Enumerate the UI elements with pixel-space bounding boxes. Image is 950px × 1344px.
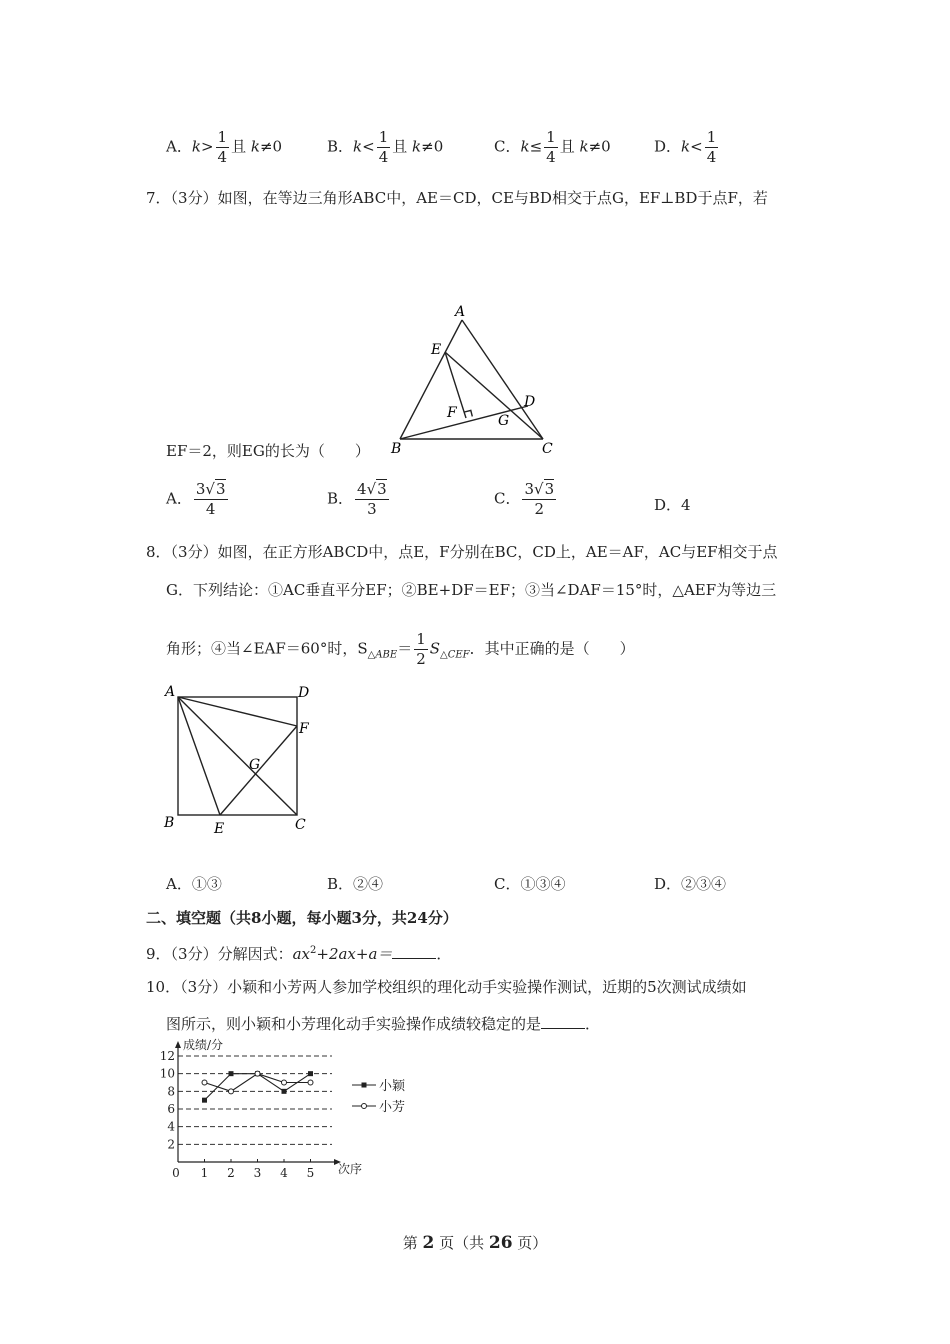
equals: ＝ [397, 639, 413, 658]
relation: ≠0 [421, 137, 444, 156]
option-value: ①③④ [520, 875, 566, 893]
q8-option-c [494, 873, 566, 894]
option-label: B． [327, 137, 354, 156]
q6-option-c [494, 130, 611, 165]
var-k: k [579, 137, 589, 156]
label-a: A [455, 304, 466, 320]
q8-option-a [166, 873, 222, 894]
denominator: 3 [367, 500, 377, 518]
section-title: 二、填空题（共8小题，每小题3分，共24分） [146, 909, 458, 927]
option-value: ②④ [353, 875, 384, 893]
series-line-1 [205, 1074, 311, 1101]
q10-line1: 10．（3分）小颖和小芳两人参加学校组织的理化动手实验操作测试，近期的5次测试成绩如 [146, 978, 747, 996]
y-tick-label: 10 [160, 1066, 175, 1081]
fraction [705, 130, 719, 165]
numerator: 1 [416, 630, 426, 648]
x-tick-label: 1 [200, 1166, 209, 1180]
label-b: B [164, 815, 175, 831]
option-value: 4 [681, 496, 691, 514]
q7-option-b [327, 482, 391, 517]
var-k: k [353, 137, 363, 156]
x-tick-label: 2 [227, 1166, 235, 1180]
point-square [229, 1071, 234, 1076]
footer-text: 页） [512, 1234, 548, 1252]
x-tick-label: 0 [172, 1166, 180, 1180]
denominator: 2 [416, 650, 426, 668]
denominator: 4 [205, 500, 216, 518]
subscript: △CEF [440, 649, 470, 661]
numerator: 3√3 [524, 480, 555, 498]
label-b: B [391, 441, 402, 457]
conjunction: 且 [231, 137, 251, 156]
point-square [202, 1098, 207, 1103]
chart-grid [178, 1056, 332, 1144]
page-footer [0, 1232, 950, 1253]
score-line-chart [160, 1038, 420, 1183]
q8-option-b [327, 873, 383, 894]
q8-square-figure [160, 680, 320, 840]
numerator: 3√3 [195, 480, 226, 498]
numerator: 1 [546, 128, 556, 146]
y-tick-label: 4 [167, 1119, 175, 1134]
y-axis-label: 成绩/分 [183, 1038, 224, 1052]
period: ． [585, 1015, 601, 1033]
relation: > [200, 137, 214, 156]
legend-label: 小芳 [379, 1100, 406, 1115]
fraction [522, 482, 556, 517]
expr: +2ax+a＝ [316, 945, 393, 963]
side-ab [400, 320, 462, 439]
numerator: 1 [706, 128, 717, 146]
footer-text: 页（共 [434, 1234, 489, 1252]
option-label: A． [166, 489, 192, 508]
option-value: ②③④ [681, 875, 727, 893]
label-c: C [295, 817, 306, 833]
q9 [146, 943, 451, 964]
point-square [282, 1089, 287, 1094]
chart-axes [175, 1041, 341, 1165]
var-k: k [412, 137, 422, 156]
option-label: B． [327, 875, 354, 893]
relation: < [362, 137, 375, 156]
q8-line1: 8．（3分）如图，在正方形ABCD中，点E，F分别在BC，CD上，AE＝AF，AC与EF相交于点 [146, 543, 778, 561]
label-f: F [447, 405, 457, 421]
denominator: 4 [706, 148, 717, 166]
segment-af [178, 697, 297, 726]
option-label: D． [654, 496, 682, 514]
fraction [544, 130, 558, 165]
relation: ≤ [529, 137, 543, 156]
option-label: A． [166, 875, 192, 893]
x-tick-label: 4 [280, 1166, 288, 1180]
diagonal-ac [178, 697, 297, 815]
x-tick-label: 3 [253, 1166, 262, 1180]
var-k: k [191, 137, 201, 156]
segment-ae [178, 697, 220, 815]
q6-option-a [166, 130, 282, 165]
expr: ax [292, 945, 310, 963]
denominator: 4 [378, 148, 389, 166]
coefficient: 3 [195, 480, 206, 498]
period: ． [436, 945, 452, 963]
page-total: 26 [488, 1233, 513, 1253]
y-tick-label: 8 [167, 1084, 175, 1099]
q10-line2 [166, 1013, 600, 1034]
label-g: G [249, 757, 261, 773]
label-d: D [298, 685, 310, 701]
option-label: B． [327, 489, 354, 508]
chart-legend [352, 1078, 406, 1115]
point-square [308, 1071, 313, 1076]
label-f: F [299, 721, 309, 737]
q7-option-d [654, 494, 691, 515]
denominator: 4 [217, 148, 228, 166]
relation: ≠0 [588, 137, 611, 156]
legend-marker-square [362, 1083, 367, 1088]
q6-option-b [327, 130, 443, 165]
x-tick-label: 5 [306, 1166, 315, 1180]
q9-prefix: 9．（3分）分解因式： [146, 945, 293, 963]
x-axis-label: 次序 [338, 1162, 363, 1176]
option-label: D． [654, 875, 682, 893]
q8-option-d [654, 873, 726, 894]
y-tick-label: 12 [160, 1049, 175, 1063]
text: ．其中正确的是（ ） [469, 639, 635, 658]
text: 角形；④当∠EAF＝60°时，S [166, 639, 368, 658]
numerator: 1 [217, 128, 228, 146]
var-k: k [520, 137, 530, 156]
q6-option-d [654, 130, 720, 165]
label-e: E [431, 342, 442, 358]
y-tick-label: 2 [167, 1137, 175, 1152]
radicand: 3 [215, 480, 226, 498]
q8-line2: G．下列结论：①AC垂直平分EF；②BE+DF＝EF；③当∠DAF＝15°时，△AEF为等边三 [166, 581, 777, 599]
fraction [355, 482, 389, 517]
conjunction: 且 [559, 137, 580, 156]
q8-line3 [166, 632, 635, 667]
numerator: 1 [378, 128, 389, 146]
var-s: S [429, 639, 441, 658]
point-circle [255, 1071, 260, 1076]
label-a: A [165, 684, 176, 700]
coefficient: 4 [357, 480, 367, 498]
coefficient: 3 [524, 480, 535, 498]
conjunction: 且 [392, 137, 413, 156]
option-value: ①③ [191, 875, 222, 893]
point-circle [229, 1089, 234, 1094]
denominator: 4 [546, 148, 556, 166]
footer-text: 第 [402, 1234, 423, 1252]
y-axis-arrow [175, 1041, 181, 1048]
relation: ≠0 [259, 137, 283, 156]
label-e: E [214, 821, 225, 837]
radicand: 3 [377, 480, 387, 498]
option-label: C． [494, 875, 521, 893]
relation: < [690, 137, 703, 156]
fraction [216, 130, 230, 165]
legend-label: 小颖 [379, 1079, 406, 1094]
answer-blank[interactable] [541, 1014, 585, 1029]
q7-stem: 7．（3分）如图，在等边三角形ABC中，AE＝CD，CE与BD相交于点G，EF⊥BD于点F，若 [146, 189, 768, 207]
radicand: 3 [544, 480, 555, 498]
point-circle [308, 1080, 313, 1085]
denominator: 2 [534, 500, 545, 518]
fraction [414, 632, 428, 667]
chart-series [202, 1071, 313, 1103]
option-label: C． [494, 137, 521, 156]
y-tick-label: 6 [167, 1102, 175, 1116]
var-k: k [681, 137, 691, 156]
label-d: D [524, 394, 536, 410]
fraction [377, 130, 391, 165]
point-circle [202, 1080, 207, 1085]
text: 图所示，则小颖和小芳理化动手实验操作成绩较稳定的是 [166, 1015, 542, 1033]
var-k: k [250, 137, 260, 156]
subscript: △ABE [367, 649, 398, 661]
exponent: 2 [310, 945, 317, 956]
label-c: C [542, 441, 553, 457]
page-number: 2 [422, 1233, 435, 1253]
point-circle [282, 1080, 287, 1085]
fraction [194, 482, 228, 517]
option-label: D． [654, 137, 682, 156]
q7-option-c [494, 482, 558, 517]
q7-tail: EF＝2，则EG的长为（ ） [166, 442, 370, 460]
option-label: A． [166, 137, 192, 156]
option-label: C． [494, 489, 521, 508]
q7-option-a [166, 482, 230, 517]
legend-marker-circle [362, 1104, 367, 1109]
answer-blank[interactable] [392, 944, 436, 959]
label-g: G [498, 413, 510, 429]
q7-triangle-figure [386, 300, 566, 460]
numerator: 4√3 [357, 480, 387, 498]
